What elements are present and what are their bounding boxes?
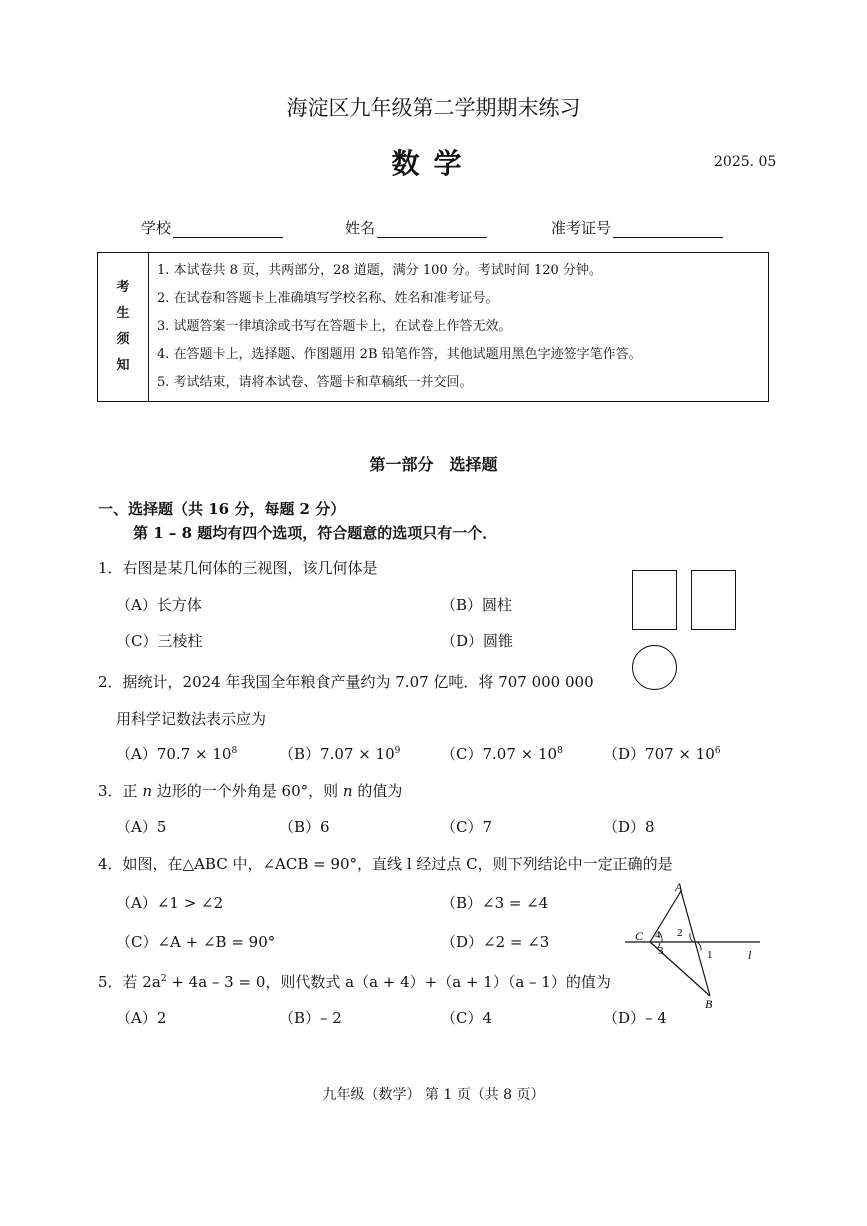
name-label: 姓名 <box>345 219 376 237</box>
q2-option-c-base: （C）7.07 × 10 <box>441 745 558 763</box>
q2-option-d-exp: 6 <box>714 746 721 756</box>
notice-side <box>98 253 149 402</box>
q2-option-d-base: （D）707 × 10 <box>603 745 715 763</box>
q2-option-b-base: （B）7.07 × 10 <box>279 745 395 763</box>
school-label: 学校 <box>141 219 172 237</box>
q4-option-a[interactable]: （A）∠1 > ∠2 <box>116 894 224 912</box>
q3-option-a[interactable]: （A）5 <box>116 818 167 836</box>
angle-label-1: 1 <box>707 949 713 961</box>
exam-title: 海淀区九年级第二学期期末练习 <box>286 96 581 120</box>
q2-stem-line1: 2．据统计，2024 年我国全年粮食产量约为 7.07 亿吨．将 707 000 000 <box>98 673 594 691</box>
q2-option-c-exp: 8 <box>557 746 563 756</box>
notice-item: 3. 试题答案一律填涂或书写在答题卡上，在试卷上作答无效。 <box>157 319 512 334</box>
q2-stem-line2: 用科学记数法表示应为 <box>116 710 267 728</box>
label-C: C <box>635 929 644 943</box>
q3-option-d[interactable]: （D）8 <box>603 818 655 836</box>
q5-option-c[interactable]: （C）4 <box>441 1009 493 1027</box>
angle-label-3: 3 <box>658 945 664 957</box>
notice-side-char: 知 <box>116 358 130 373</box>
school-field <box>141 217 283 238</box>
q5-stem <box>98 971 611 992</box>
label-B: B <box>705 997 713 1011</box>
triangle-figure <box>615 876 770 1016</box>
q1-stem: 1．右图是某几何体的三视图，该几何体是 <box>98 559 378 577</box>
angle-arc-1 <box>697 942 701 950</box>
section-subtitle: 一、选择题（共 16 分，每题 2 分） <box>98 500 346 518</box>
angle-label-4: 4 <box>655 929 661 941</box>
notice-item: 2. 在试卷和答题卡上准确填写学校名称、姓名和准考证号。 <box>157 291 499 306</box>
angle-label-2: 2 <box>677 927 683 939</box>
q1-option-d[interactable]: （D）圆锥 <box>441 632 514 650</box>
segment-AB <box>681 891 710 996</box>
q3-var-n: n <box>142 782 152 800</box>
notice-side-char: 生 <box>116 306 130 321</box>
notice-table <box>97 252 769 402</box>
q2-option-a-exp: 8 <box>231 746 238 756</box>
notice-side-char: 考 <box>116 280 130 295</box>
section-title: 第一部分 选择题 <box>369 455 498 474</box>
q3-option-b[interactable]: （B）6 <box>279 818 330 836</box>
q2-option-c[interactable] <box>441 743 563 764</box>
section-instruction: 第 1 – 8 题均有四个选项，符合题意的选项只有一个． <box>133 524 498 542</box>
q3-option-c[interactable]: （C）7 <box>441 818 493 836</box>
q1-option-c[interactable]: （C）三棱柱 <box>116 632 203 650</box>
school-blank[interactable] <box>173 221 283 238</box>
q1-option-b[interactable]: （B）圆柱 <box>441 596 513 614</box>
exam-id-label: 准考证号 <box>551 219 612 237</box>
q5-option-b[interactable]: （B）– 2 <box>279 1009 342 1027</box>
q3-stem-part: 边形的一个外角是 60°，则 <box>151 782 343 800</box>
notice-item: 4. 在答题卡上，选择题、作图题用 2B 铅笔作答，其他试题用黑色字迹签字笔作答。 <box>157 347 642 362</box>
q4-option-c[interactable]: （C）∠A + ∠B = 90° <box>116 933 276 951</box>
notice-item: 5. 考试结束，请将本试卷、答题卡和草稿纸一并交回。 <box>157 375 473 390</box>
q3-stem-part: 的值为 <box>352 782 403 800</box>
q2-option-d[interactable] <box>603 743 721 764</box>
notice-side-char: 须 <box>116 332 130 347</box>
q4-stem: 4．如图，在△ABC 中，∠ACB = 90°，直线 l 经过点 C，则下列结论中一定正确的是 <box>98 855 673 873</box>
top-view-circle <box>632 645 677 690</box>
q5-option-a[interactable]: （A）2 <box>116 1009 167 1027</box>
label-A: A <box>675 880 683 894</box>
q2-option-b-exp: 9 <box>394 746 401 756</box>
q5-stem-part: + 4a – 3 = 0，则代数式 a（a + 4）+（a + 1）（a – 1）的值为 <box>166 973 611 991</box>
side-view-rect <box>691 570 736 630</box>
q2-option-b[interactable] <box>279 743 400 764</box>
name-blank[interactable] <box>377 221 487 238</box>
page-footer: 九年级（数学） 第 1 页（共 8 页） <box>322 1087 545 1103</box>
q5-exponent: 2 <box>160 974 167 984</box>
q5-stem-part: 5．若 2a <box>98 973 161 991</box>
q1-option-a[interactable]: （A）长方体 <box>116 596 202 614</box>
exam-id-blank[interactable] <box>613 221 723 238</box>
subject-title: 数学 <box>391 147 476 180</box>
q2-option-a[interactable] <box>116 743 237 764</box>
exam-id-field <box>551 217 723 238</box>
name-field <box>345 217 487 238</box>
q3-var-n: n <box>342 782 353 800</box>
notice-item: 1. 本试卷共 8 页，共两部分，28 道题，满分 100 分。考试时间 120 分钟。 <box>157 263 602 278</box>
q4-option-d[interactable]: （D）∠2 = ∠3 <box>441 933 550 951</box>
q3-stem <box>98 780 402 801</box>
q4-option-b[interactable]: （B）∠3 = ∠4 <box>441 894 549 912</box>
notice-rules <box>149 253 769 402</box>
front-view-rect <box>632 570 677 630</box>
q2-option-a-base: （A）70.7 × 10 <box>116 745 232 763</box>
q3-stem-part: 3．正 <box>98 782 143 800</box>
q5-option-d[interactable]: （D）– 4 <box>603 1009 667 1027</box>
label-l: l <box>748 948 752 962</box>
exam-date: 2025. 05 <box>714 154 777 170</box>
